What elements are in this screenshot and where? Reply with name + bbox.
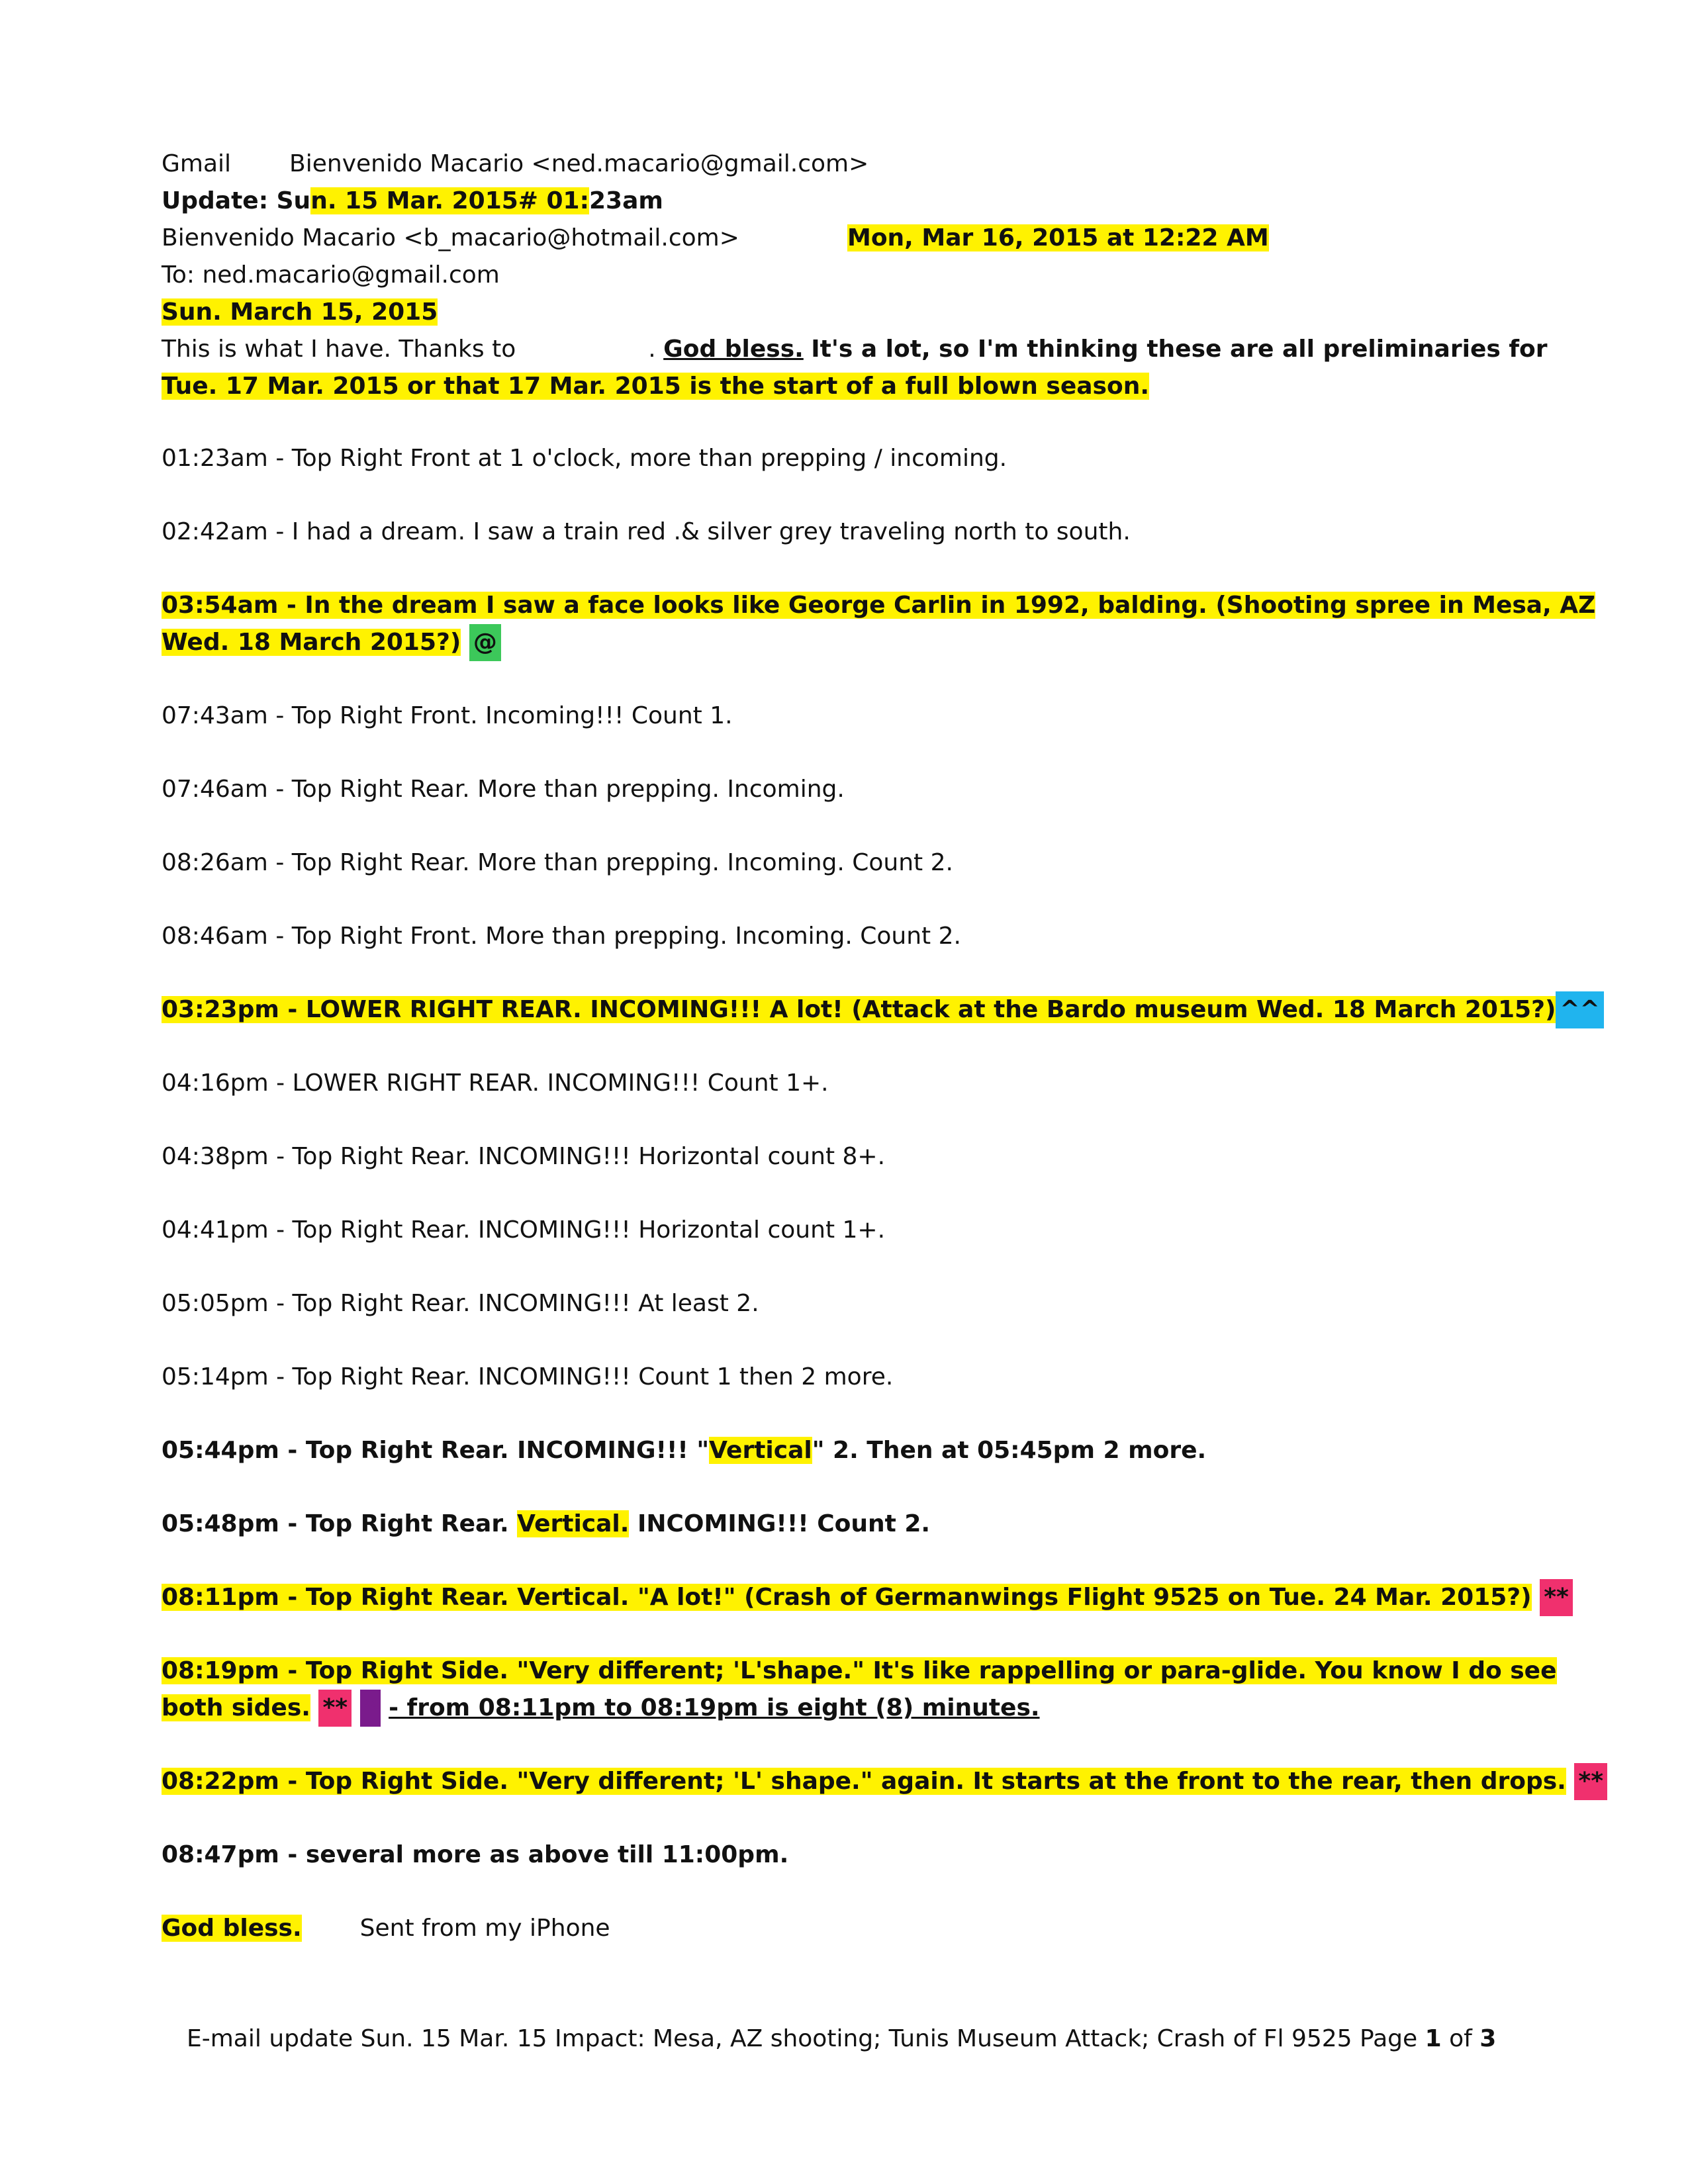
entry-0514pm [162, 1359, 893, 1396]
entry-0819pm [162, 1653, 1557, 1690]
entry-0416pm [162, 1065, 829, 1102]
footer-page-total: 3 [1479, 2025, 1497, 2052]
subject-line [162, 183, 663, 220]
entry-text: 04:38pm - Top Right Rear. INCOMING!!! Horizontal count 8+. [162, 1143, 886, 1170]
intro-text-1: This is what I have. Thanks to [162, 336, 516, 363]
sent-date-line [847, 220, 1269, 257]
cyan-marker: ^^ [1556, 991, 1603, 1028]
entry-text: 04:16pm - LOWER RIGHT REAR. INCOMING!!! Count 1+. [162, 1069, 829, 1097]
entry-0743am [162, 698, 733, 735]
entry-0819pm-cont [162, 1690, 1040, 1727]
entry-0822pm [162, 1763, 1607, 1800]
footer-page-number: 1 [1425, 2025, 1442, 2052]
entry-text: 08:47pm - several more as above till 11:00pm. [162, 1841, 789, 1868]
entry-text: 08:26am - Top Right Rear. More than prepping. Incoming. Count 2. [162, 849, 953, 876]
entry-text: 08:11pm - Top Right Rear. Vertical. "A lot!" (Crash of Germanwings Flight 9525 on Tue. 24 Mar. 2015?) [162, 1584, 1532, 1611]
entry-text: 05:44pm - Top Right Rear. INCOMING!!! " [162, 1437, 710, 1464]
footer-text: E-mail update Sun. 15 Mar. 15 Impact: Mesa, AZ shooting; Tunis Museum Attack; Crash of Fl 9525 Page [187, 2025, 1425, 2052]
account-address: Bienvenido Macario <ned.macario@gmail.com> [289, 150, 869, 177]
date-line [162, 294, 438, 331]
sent-date: Mon, Mar 16, 2015 at 12:22 AM [847, 224, 1269, 251]
entry-text: 05:48pm - Top Right Rear. [162, 1510, 509, 1537]
subject-highlight: n. 15 Mar. 2015# 01: [310, 187, 589, 214]
entry-text: 03:23pm - LOWER RIGHT REAR. INCOMING!!! A lot! (Attack at the Bardo museum Wed. 18 March 2015?) [162, 996, 1556, 1023]
entry-0544pm [162, 1432, 1206, 1469]
entry-0354am [162, 587, 1595, 624]
entry-0242am [162, 514, 1131, 551]
to-address: To: ned.macario@gmail.com [162, 261, 500, 289]
entry-note: - from 08:11pm to 08:19pm is eight (8) minutes. [389, 1694, 1040, 1721]
intro-god-bless: God bless. [663, 336, 804, 363]
intro-text-2: . [648, 336, 656, 363]
entry-0846am [162, 918, 961, 955]
purple-marker: * [360, 1690, 381, 1727]
to-line [162, 257, 500, 294]
entry-0505pm [162, 1285, 759, 1322]
entry-0441pm [162, 1212, 885, 1249]
gmail-label: Gmail [162, 150, 232, 177]
entry-text: 05:05pm - Top Right Rear. INCOMING!!! At least 2. [162, 1290, 759, 1317]
entry-text: 05:14pm - Top Right Rear. INCOMING!!! Count 1 then 2 more. [162, 1363, 894, 1390]
intro-text-3: It's a lot, so I'm thinking these are all preliminaries for [811, 336, 1548, 363]
gmail-header-line [162, 146, 868, 183]
date-heading: Sun. March 15, 2015 [162, 298, 438, 326]
entry-highlight: Vertical [709, 1437, 812, 1464]
pink-marker: ** [1540, 1579, 1573, 1616]
entry-text: 08:22pm - Top Right Side. "Very different; 'L' shape." again. It starts at the front to the rear, then drops. [162, 1768, 1566, 1795]
entry-text: 08:46am - Top Right Front. More than prepping. Incoming. Count 2. [162, 923, 961, 950]
from-line [162, 220, 739, 257]
entry-text: 08:19pm - Top Right Side. "Very different; 'L'shape." It's like rappelling or para-glide. You know I do see [162, 1657, 1557, 1684]
pink-marker: ** [318, 1690, 352, 1727]
closing-god-bless: God bless. [162, 1915, 302, 1942]
pink-marker: ** [1574, 1763, 1607, 1800]
entry-0746am [162, 771, 845, 808]
intro-text-4: Tue. 17 Mar. 2015 or that 17 Mar. 2015 is the start of a full blown season. [162, 373, 1149, 400]
entry-text: 07:43am - Top Right Front. Incoming!!! Count 1. [162, 702, 733, 729]
footer-of: of [1441, 2025, 1480, 2052]
entry-0323pm [162, 991, 1604, 1028]
entry-0123am [162, 440, 1007, 477]
subject-end: 23am [589, 187, 663, 214]
entry-text: 02:42am - I had a dream. I saw a train red .& silver grey traveling north to south. [162, 518, 1131, 545]
from-address: Bienvenido Macario <b_macario@hotmail.com> [162, 224, 739, 251]
entry-text: Wed. 18 March 2015?) [162, 629, 461, 656]
entry-0548pm [162, 1506, 930, 1543]
entry-0826am [162, 844, 953, 882]
intro-line-2 [162, 368, 1149, 405]
sent-from: Sent from my iPhone [359, 1915, 610, 1942]
closing-line [162, 1910, 610, 1947]
entry-text-end: " 2. Then at 05:45pm 2 more. [812, 1437, 1207, 1464]
entry-0438pm [162, 1138, 885, 1175]
entry-0847pm [162, 1837, 788, 1874]
page-footer [187, 2021, 1496, 2058]
entry-text: 01:23am - Top Right Front at 1 o'clock, more than prepping / incoming. [162, 445, 1008, 472]
entry-0354am-cont [162, 624, 501, 661]
intro-line-1 [162, 331, 1547, 368]
subject-label: Update: Su [162, 187, 311, 214]
entry-text: 04:41pm - Top Right Rear. INCOMING!!! Horizontal count 1+. [162, 1216, 886, 1244]
entry-text: 03:54am - In the dream I saw a face looks like George Carlin in 1992, balding. (Shooting spree in Mesa, AZ [162, 592, 1596, 619]
entry-text: 07:46am - Top Right Rear. More than prepping. Incoming. [162, 776, 845, 803]
entry-text-end: INCOMING!!! Count 2. [637, 1510, 931, 1537]
entry-text: both sides. [162, 1694, 310, 1721]
green-marker: @ [469, 624, 501, 661]
entry-0811pm [162, 1579, 1573, 1616]
entry-highlight: Vertical. [517, 1510, 630, 1537]
